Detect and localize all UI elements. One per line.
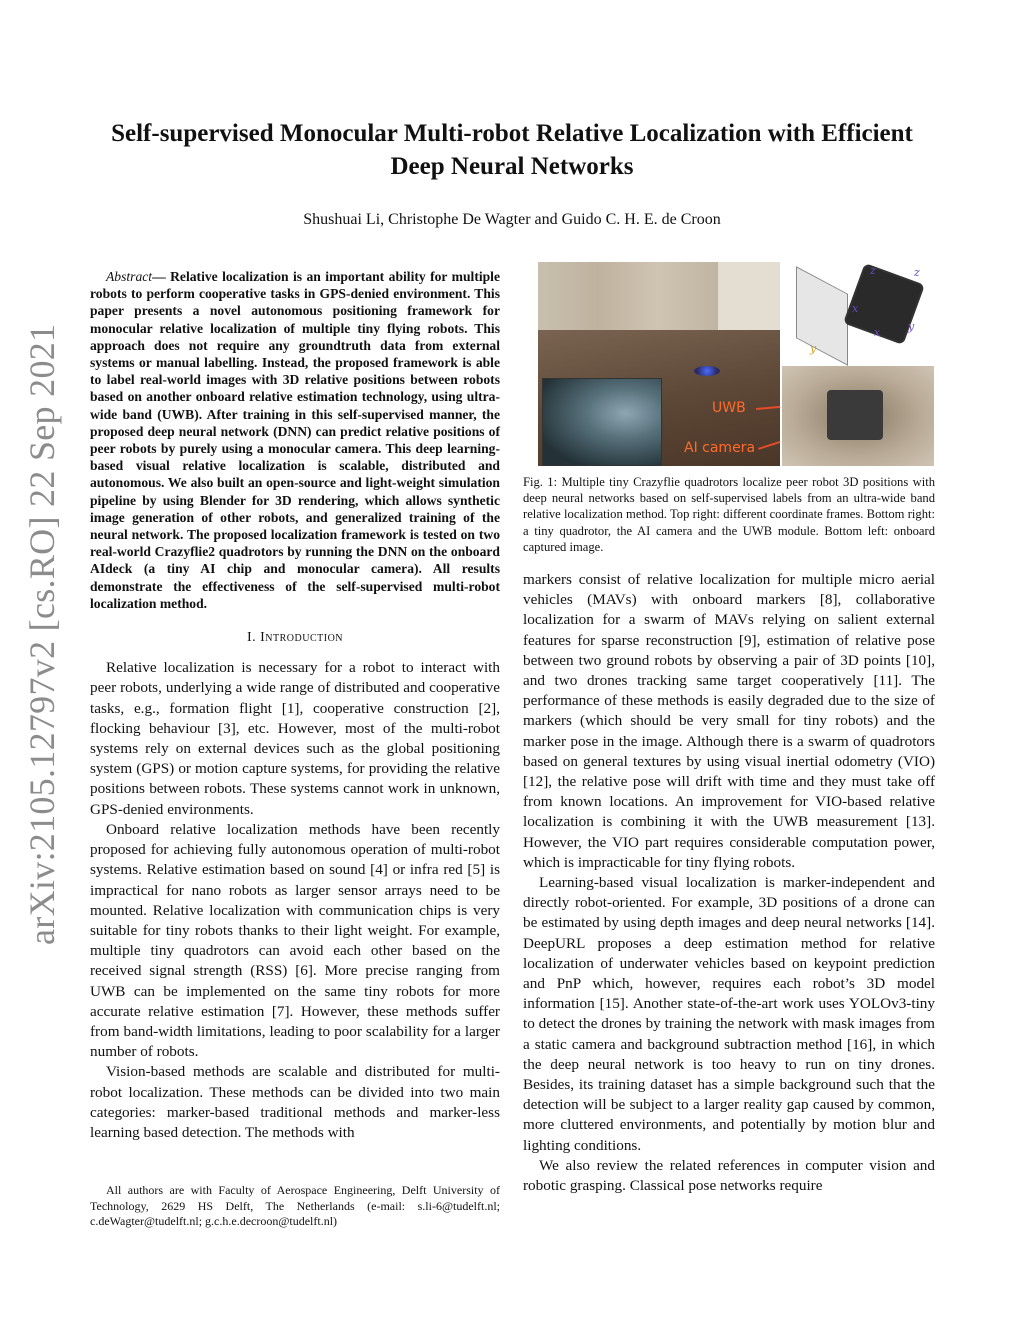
photo-cabinet [718,262,780,340]
figure-1 [538,262,934,466]
abstract [90,268,500,612]
section-number: I. [246,630,257,646]
figure-photo-room [538,262,780,466]
paragraph: Onboard relative localization methods have been recently proposed for achieving fully autonomous operation of multi-robot systems. Relative estimation based on sound [4] or infra red [5] is impractical for nano robots as larger sensor arrays need to be mounted. Relative localization with communication chips is very suitable for tiny robots thanks to their light weight. For example, multiple tiny quadrotors can avoid each other based on the received signal strength (RSS) [6]. More precise ranging from UWB can be implemented on the same tiny robots for more accurate relative estimation [7]. However, these methods suffer from band-width limitations, leading to poor scalability for a larger number of robots. [90,820,500,1061]
photo-drone [694,366,720,376]
paragraph: markers consist of relative localization for multiple micro aerial vehicles (MAVs) with onboard markers [8], collaborative localization for a swarm of MAVs relying on salient external features for sparse reconstruction [9], estimation of relative pose between two ground robots by observing a pair of 3D points [10], and two drones tracking same target cooperatively [11]. The performance of these methods is easily degraded due to the size of markers (which should be very small for tiny robots) and the marker pose in the image. Although there is a swarm of quadrotors based on general textures by using visual inertial odometry (VIO) [12], the relative pose will drift with time and they must take off from known locations. An improvement for VIO-based relative localization is combining it with the UWB measurement [13]. However, the VIO part requires considerable computation power, which is impracticable for tiny flying robots. [523,571,935,871]
onboard-captured-image [542,378,662,466]
abstract-text: — Relative localization is an important ability for multiple robots to perform cooperative tasks in GPS-denied environment. This paper presents a novel autonomous positioning framework for monocular relative localization of multiple tiny flying robots. This approach does not require any groundtruth data from external systems or manual labelling. Instead, the proposed framework is able to label real-world images with 3D relative positions between robots based on another onboard relative estimation technology, using ultra-wide band (UWB). After training in this self-supervised manner, the proposed deep neural network (DNN) can predict relative positions of peer robots by purely using a monocular camera. This deep learning-based visual relative localization is scalable, distributed and autonomous. We also built an open-source and light-weight simulation pipeline by using Blender for 3D rendering, which allows synthetic image generation of other robots, and generalized training of the neural network. The proposed localization framework is tested on two real-world Crazyflie2 quadrotors by running the DNN on the onboard AIdeck (a tiny AI chip and monocular camera). All results demonstrate the effectiveness of the self-supervised multi-robot localization method. [90,269,500,611]
author-footnote: All authors are with Faculty of Aerospace Engineering, Delft University of Technology, 2629 HS Delft, The Netherlands (e-mail: s.li-6@tudelft.nl; c.deWagter@tudelft.nl; g.c.h.e.decroon@tudelft.nl) [90,1183,500,1229]
label-uwb: UWB [712,400,746,416]
section-title: Introduction [260,630,344,646]
figure-coordinate-frames [782,262,934,364]
axis-label: z [870,264,876,277]
figure-caption: Fig. 1: Multiple tiny Crazyflie quadrotors localize peer robot 3D positions with deep neural networks based on self-supervised labels from an ultra-wide band relative localization method. Top right: different coordinate frames. Bottom right: a tiny quadrotor, the AI camera and the UWB module. Bottom left: onboard captured image. [523,475,935,554]
paragraph: We also review the related references in computer vision and robotic grasping. Classical pose networks require [523,1156,935,1195]
abstract-label: Abstract [106,269,153,284]
arxiv-identifier: arXiv:2105.12797v2 [cs.RO] 22 Sep 2021 [22,323,62,945]
label-ai-camera: AI camera [684,440,756,456]
axis-label: x [874,326,881,339]
paper-title: Self-supervised Monocular Multi-robot Relative Localization with Efficient Deep Neural Networks [111,120,913,180]
quadrotor-photo [827,390,883,440]
paragraph: Vision-based methods are scalable and distributed for multi-robot localization. These methods can be divided into two main categories: marker-based traditional methods and marker-less learning based detection. The methods with [90,1063,500,1141]
axis-label: y [810,342,817,355]
figure-hardware-photo [782,366,934,466]
section-heading-introduction [90,628,500,648]
axis-label: x [852,302,859,315]
left-column [90,268,500,1143]
paper-authors: Shushuai Li, Christophe De Wagter and Guido C. H. E. de Croon [303,211,721,228]
paragraph: Learning-based visual localization is marker-independent and directly robot-oriented. For example, 3D positions of a drone can be estimated by using depth images and deep neural networks [14]. DeepURL proposes a deep estimation method for relative localization of underwater vehicles based on keypoint prediction and PnP which, however, requires each robot’s 3D model information [15]. Another state-of-the-art work uses YOLOv3-tiny to detect the drones by training the network with mask images from a static camera and background subtraction method [16], in which the deep neural network is too heavy to run on tiny drones. Besides, its training dataset has a simple background such that the detection will be subject to a larger reality gap caused by common, more cluttered environments, and potentially by motion blur and lighting conditions. [523,874,935,1154]
paragraph: Relative localization is necessary for a robot to interact with peer robots, underlying a wide range of distributed and cooperative tasks, e.g., formation flight [1], cooperative construction [2], flocking behaviour [3], etc. However, most of the multi-robot systems rely on external devices such as the global positioning system (GPS) or motion capture systems, for providing the relative positions between robots. These systems cannot work in unknown, GPS-denied environments. [90,659,500,818]
frame-card [796,266,848,366]
right-column [523,570,935,1196]
axis-label: y [908,320,915,333]
axis-label: z [914,266,920,279]
